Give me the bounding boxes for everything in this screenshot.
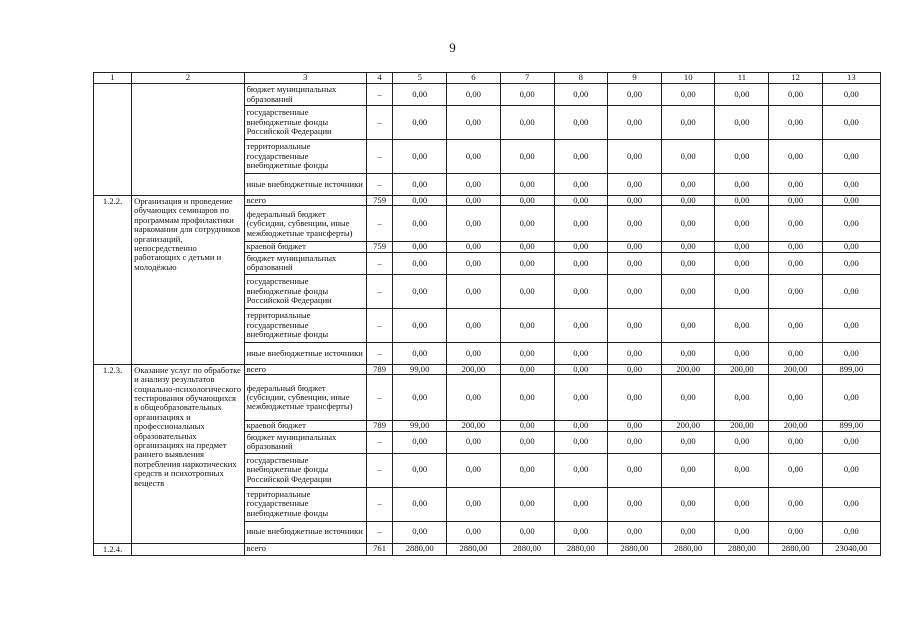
amount-cell: 0,00 bbox=[715, 196, 769, 206]
item-code: 1.2.4. bbox=[94, 543, 132, 555]
amount-cell: 0,00 bbox=[822, 84, 880, 106]
amount-cell: 0,00 bbox=[500, 196, 554, 206]
amount-cell: 2880,00 bbox=[554, 543, 607, 555]
funding-source: бюджет муниципальных образований bbox=[244, 431, 366, 453]
amount-cell: 0,00 bbox=[500, 274, 554, 308]
amount-cell: 0,00 bbox=[715, 174, 769, 196]
amount-cell: 0,00 bbox=[447, 206, 500, 242]
amount-cell: 0,00 bbox=[554, 453, 607, 487]
amount-cell: 0,00 bbox=[554, 206, 607, 242]
amount-cell: 0,00 bbox=[769, 274, 822, 308]
amount-cell: 0,00 bbox=[500, 521, 554, 543]
amount-cell: 0,00 bbox=[500, 453, 554, 487]
page-number: 9 bbox=[449, 40, 456, 55]
amount-cell: 0,00 bbox=[393, 106, 447, 140]
budget-code: – bbox=[367, 140, 393, 174]
budget-code: – bbox=[367, 274, 393, 308]
amount-cell: 0,00 bbox=[607, 206, 661, 242]
amount-cell: 0,00 bbox=[769, 174, 822, 196]
amount-cell: 0,00 bbox=[500, 342, 554, 364]
amount-cell: 0,00 bbox=[822, 453, 880, 487]
amount-cell: 0,00 bbox=[715, 242, 769, 252]
amount-cell: 2880,00 bbox=[607, 543, 661, 555]
budget-code: – bbox=[367, 106, 393, 140]
budget-code: – bbox=[367, 375, 393, 421]
amount-cell: 0,00 bbox=[500, 308, 554, 342]
amount-cell: 0,00 bbox=[607, 521, 661, 543]
funding-source: федеральный бюджет (субсидии, субвенции, иные межбюджетные трансферты) bbox=[244, 206, 366, 242]
column-number: 13 bbox=[822, 73, 880, 84]
amount-cell: 0,00 bbox=[715, 106, 769, 140]
amount-cell: 0,00 bbox=[822, 206, 880, 242]
amount-cell: 0,00 bbox=[447, 487, 500, 521]
amount-cell: 0,00 bbox=[715, 140, 769, 174]
amount-cell: 0,00 bbox=[769, 196, 822, 206]
amount-cell: 0,00 bbox=[715, 342, 769, 364]
budget-code: – bbox=[367, 84, 393, 106]
amount-cell: 0,00 bbox=[607, 274, 661, 308]
amount-cell: 0,00 bbox=[822, 431, 880, 453]
amount-cell: 0,00 bbox=[393, 453, 447, 487]
amount-cell: 0,00 bbox=[393, 274, 447, 308]
amount-cell: 0,00 bbox=[769, 487, 822, 521]
funding-source: всего bbox=[244, 364, 366, 374]
amount-cell: 0,00 bbox=[769, 342, 822, 364]
amount-cell: 0,00 bbox=[607, 421, 661, 431]
amount-cell: 0,00 bbox=[554, 106, 607, 140]
amount-cell: 0,00 bbox=[822, 252, 880, 274]
amount-cell: 0,00 bbox=[607, 196, 661, 206]
amount-cell: 0,00 bbox=[607, 364, 661, 374]
amount-cell: 0,00 bbox=[662, 242, 715, 252]
amount-cell: 899,00 bbox=[822, 364, 880, 374]
item-code: 1.2.2. bbox=[94, 196, 132, 365]
amount-cell: 0,00 bbox=[393, 431, 447, 453]
amount-cell: 0,00 bbox=[715, 453, 769, 487]
column-number: 7 bbox=[500, 73, 554, 84]
amount-cell: 0,00 bbox=[554, 521, 607, 543]
amount-cell: 0,00 bbox=[715, 431, 769, 453]
item-code bbox=[94, 84, 132, 196]
amount-cell: 0,00 bbox=[554, 342, 607, 364]
funding-source: бюджет муниципальных образований bbox=[244, 84, 366, 106]
amount-cell: 0,00 bbox=[607, 453, 661, 487]
amount-cell: 0,00 bbox=[769, 453, 822, 487]
column-number: 9 bbox=[607, 73, 661, 84]
amount-cell: 0,00 bbox=[393, 196, 447, 206]
amount-cell: 0,00 bbox=[554, 487, 607, 521]
amount-cell: 0,00 bbox=[554, 431, 607, 453]
budget-code: – bbox=[367, 252, 393, 274]
budget-code: – bbox=[367, 521, 393, 543]
budget-code: – bbox=[367, 174, 393, 196]
column-number: 1 bbox=[94, 73, 132, 84]
item-name: Организация и проведение обучающих семинаров по программам профилактики наркомании для сотрудников организаций, непосредственно работающих с детьми и молодёжью bbox=[132, 196, 244, 365]
amount-cell: 0,00 bbox=[554, 421, 607, 431]
budget-table bbox=[93, 72, 881, 556]
column-number: 10 bbox=[662, 73, 715, 84]
amount-cell: 0,00 bbox=[554, 274, 607, 308]
budget-code: – bbox=[367, 431, 393, 453]
amount-cell: 0,00 bbox=[447, 106, 500, 140]
amount-cell: 0,00 bbox=[662, 453, 715, 487]
amount-cell: 0,00 bbox=[393, 308, 447, 342]
amount-cell: 0,00 bbox=[447, 375, 500, 421]
amount-cell: 0,00 bbox=[715, 206, 769, 242]
amount-cell: 0,00 bbox=[822, 196, 880, 206]
amount-cell: 0,00 bbox=[393, 140, 447, 174]
amount-cell: 200,00 bbox=[769, 364, 822, 374]
funding-source: территориальные государственные внебюджетные фонды bbox=[244, 140, 366, 174]
funding-source: территориальные государственные внебюджетные фонды bbox=[244, 487, 366, 521]
column-number: 6 bbox=[447, 73, 500, 84]
amount-cell: 0,00 bbox=[607, 106, 661, 140]
amount-cell: 0,00 bbox=[500, 421, 554, 431]
amount-cell: 0,00 bbox=[769, 521, 822, 543]
column-number: 5 bbox=[393, 73, 447, 84]
amount-cell: 0,00 bbox=[662, 174, 715, 196]
amount-cell: 0,00 bbox=[769, 375, 822, 421]
funding-source: иные внебюджетные источники bbox=[244, 521, 366, 543]
amount-cell: 0,00 bbox=[393, 206, 447, 242]
amount-cell: 0,00 bbox=[607, 308, 661, 342]
amount-cell: 0,00 bbox=[393, 84, 447, 106]
amount-cell: 0,00 bbox=[662, 521, 715, 543]
amount-cell: 0,00 bbox=[447, 431, 500, 453]
amount-cell: 0,00 bbox=[769, 242, 822, 252]
budget-code: – bbox=[367, 453, 393, 487]
column-number: 11 bbox=[715, 73, 769, 84]
amount-cell: 0,00 bbox=[715, 274, 769, 308]
amount-cell: 0,00 bbox=[822, 375, 880, 421]
amount-cell: 0,00 bbox=[822, 487, 880, 521]
amount-cell: 0,00 bbox=[769, 84, 822, 106]
amount-cell: 0,00 bbox=[447, 274, 500, 308]
amount-cell: 0,00 bbox=[769, 140, 822, 174]
item-code: 1.2.3. bbox=[94, 364, 132, 543]
amount-cell: 0,00 bbox=[393, 252, 447, 274]
column-number: 4 bbox=[367, 73, 393, 84]
budget-code: 759 bbox=[367, 196, 393, 206]
amount-cell: 0,00 bbox=[607, 252, 661, 274]
item-name bbox=[132, 84, 244, 196]
amount-cell: 0,00 bbox=[769, 106, 822, 140]
amount-cell: 0,00 bbox=[500, 375, 554, 421]
column-number: 2 bbox=[132, 73, 244, 84]
amount-cell: 2880,00 bbox=[769, 543, 822, 555]
amount-cell: 0,00 bbox=[607, 487, 661, 521]
budget-code: – bbox=[367, 342, 393, 364]
amount-cell: 0,00 bbox=[822, 242, 880, 252]
budget-code: 789 bbox=[367, 364, 393, 374]
amount-cell: 0,00 bbox=[447, 242, 500, 252]
amount-cell: 0,00 bbox=[500, 140, 554, 174]
amount-cell: 0,00 bbox=[554, 308, 607, 342]
amount-cell: 0,00 bbox=[822, 308, 880, 342]
amount-cell: 0,00 bbox=[393, 521, 447, 543]
amount-cell: 2880,00 bbox=[715, 543, 769, 555]
column-number: 12 bbox=[769, 73, 822, 84]
amount-cell: 0,00 bbox=[447, 140, 500, 174]
amount-cell: 0,00 bbox=[607, 140, 661, 174]
amount-cell: 0,00 bbox=[822, 140, 880, 174]
amount-cell: 0,00 bbox=[769, 206, 822, 242]
amount-cell: 0,00 bbox=[554, 242, 607, 252]
amount-cell: 0,00 bbox=[500, 364, 554, 374]
amount-cell: 0,00 bbox=[554, 140, 607, 174]
funding-source: иные внебюджетные источники bbox=[244, 342, 366, 364]
amount-cell: 0,00 bbox=[662, 196, 715, 206]
amount-cell: 0,00 bbox=[662, 206, 715, 242]
funding-source: федеральный бюджет (субсидии, субвенции, иные межбюджетные трансферты) bbox=[244, 375, 366, 421]
budget-code: – bbox=[367, 487, 393, 521]
table-row bbox=[94, 84, 881, 106]
amount-cell: 0,00 bbox=[393, 342, 447, 364]
amount-cell: 0,00 bbox=[822, 521, 880, 543]
budget-code: 789 bbox=[367, 421, 393, 431]
amount-cell: 0,00 bbox=[447, 453, 500, 487]
amount-cell: 0,00 bbox=[447, 84, 500, 106]
amount-cell: 0,00 bbox=[554, 196, 607, 206]
amount-cell: 0,00 bbox=[607, 342, 661, 364]
amount-cell: 0,00 bbox=[500, 487, 554, 521]
amount-cell: 99,00 bbox=[393, 421, 447, 431]
amount-cell: 0,00 bbox=[662, 487, 715, 521]
amount-cell: 200,00 bbox=[715, 421, 769, 431]
amount-cell: 0,00 bbox=[500, 84, 554, 106]
amount-cell: 200,00 bbox=[662, 364, 715, 374]
amount-cell: 0,00 bbox=[715, 308, 769, 342]
amount-cell: 2880,00 bbox=[447, 543, 500, 555]
budget-code: – bbox=[367, 308, 393, 342]
amount-cell: 0,00 bbox=[822, 274, 880, 308]
amount-cell: 0,00 bbox=[715, 84, 769, 106]
amount-cell: 0,00 bbox=[662, 252, 715, 274]
table-row bbox=[94, 543, 881, 555]
funding-source: государственные внебюджетные фонды Российской Федерации bbox=[244, 106, 366, 140]
amount-cell: 0,00 bbox=[662, 84, 715, 106]
amount-cell: 0,00 bbox=[500, 106, 554, 140]
amount-cell: 0,00 bbox=[500, 206, 554, 242]
amount-cell: 200,00 bbox=[715, 364, 769, 374]
amount-cell: 0,00 bbox=[607, 174, 661, 196]
amount-cell: 0,00 bbox=[447, 342, 500, 364]
budget-code: 761 bbox=[367, 543, 393, 555]
amount-cell: 0,00 bbox=[662, 274, 715, 308]
amount-cell: 0,00 bbox=[662, 308, 715, 342]
amount-cell: 23040,00 bbox=[822, 543, 880, 555]
amount-cell: 899,00 bbox=[822, 421, 880, 431]
amount-cell: 99,00 bbox=[393, 364, 447, 374]
amount-cell: 0,00 bbox=[769, 252, 822, 274]
column-number: 8 bbox=[554, 73, 607, 84]
funding-source: всего bbox=[244, 543, 366, 555]
amount-cell: 0,00 bbox=[554, 375, 607, 421]
amount-cell: 0,00 bbox=[393, 375, 447, 421]
amount-cell: 0,00 bbox=[554, 364, 607, 374]
amount-cell: 200,00 bbox=[447, 421, 500, 431]
amount-cell: 0,00 bbox=[662, 431, 715, 453]
amount-cell: 0,00 bbox=[393, 174, 447, 196]
budget-code: 759 bbox=[367, 242, 393, 252]
amount-cell: 0,00 bbox=[393, 242, 447, 252]
amount-cell: 0,00 bbox=[500, 252, 554, 274]
amount-cell: 0,00 bbox=[447, 521, 500, 543]
amount-cell: 0,00 bbox=[500, 174, 554, 196]
funding-source: всего bbox=[244, 196, 366, 206]
amount-cell: 0,00 bbox=[500, 431, 554, 453]
column-number: 3 bbox=[244, 73, 366, 84]
amount-cell: 0,00 bbox=[607, 242, 661, 252]
amount-cell: 0,00 bbox=[554, 84, 607, 106]
amount-cell: 0,00 bbox=[447, 252, 500, 274]
amount-cell: 0,00 bbox=[554, 252, 607, 274]
column-number-row bbox=[94, 73, 881, 84]
table-row bbox=[94, 196, 881, 206]
amount-cell: 0,00 bbox=[662, 140, 715, 174]
amount-cell: 0,00 bbox=[822, 106, 880, 140]
amount-cell: 0,00 bbox=[607, 431, 661, 453]
amount-cell: 0,00 bbox=[607, 375, 661, 421]
budget-code: – bbox=[367, 206, 393, 242]
amount-cell: 0,00 bbox=[662, 342, 715, 364]
amount-cell: 0,00 bbox=[822, 342, 880, 364]
amount-cell: 0,00 bbox=[715, 375, 769, 421]
funding-source: территориальные государственные внебюджетные фонды bbox=[244, 308, 366, 342]
amount-cell: 0,00 bbox=[662, 375, 715, 421]
item-name: Оказание услуг по обработке и анализу результатов социально-психологического тестирования обучающихся в общеобразовательных организациях и профессиональных образовательных организациях на предмет раннего выявления потребления наркотических средств и психотропных веществ bbox=[132, 364, 244, 543]
funding-source: государственные внебюджетные фонды Российской Федерации bbox=[244, 274, 366, 308]
funding-source: государственные внебюджетные фонды Российской Федерации bbox=[244, 453, 366, 487]
amount-cell: 200,00 bbox=[447, 364, 500, 374]
item-name bbox=[132, 543, 244, 555]
amount-cell: 0,00 bbox=[662, 106, 715, 140]
amount-cell: 2880,00 bbox=[393, 543, 447, 555]
funding-source: бюджет муниципальных образований bbox=[244, 252, 366, 274]
amount-cell: 0,00 bbox=[554, 174, 607, 196]
amount-cell: 0,00 bbox=[500, 242, 554, 252]
amount-cell: 0,00 bbox=[715, 521, 769, 543]
amount-cell: 0,00 bbox=[822, 174, 880, 196]
amount-cell: 0,00 bbox=[607, 84, 661, 106]
funding-source: краевой бюджет bbox=[244, 421, 366, 431]
funding-source: краевой бюджет bbox=[244, 242, 366, 252]
amount-cell: 0,00 bbox=[447, 308, 500, 342]
amount-cell: 0,00 bbox=[393, 487, 447, 521]
amount-cell: 0,00 bbox=[715, 487, 769, 521]
amount-cell: 200,00 bbox=[769, 421, 822, 431]
amount-cell: 0,00 bbox=[769, 308, 822, 342]
amount-cell: 0,00 bbox=[447, 174, 500, 196]
table-row bbox=[94, 364, 881, 374]
funding-source: иные внебюджетные источники bbox=[244, 174, 366, 196]
amount-cell: 0,00 bbox=[715, 252, 769, 274]
amount-cell: 2880,00 bbox=[500, 543, 554, 555]
amount-cell: 2880,00 bbox=[662, 543, 715, 555]
amount-cell: 0,00 bbox=[769, 431, 822, 453]
amount-cell: 200,00 bbox=[662, 421, 715, 431]
amount-cell: 0,00 bbox=[447, 196, 500, 206]
